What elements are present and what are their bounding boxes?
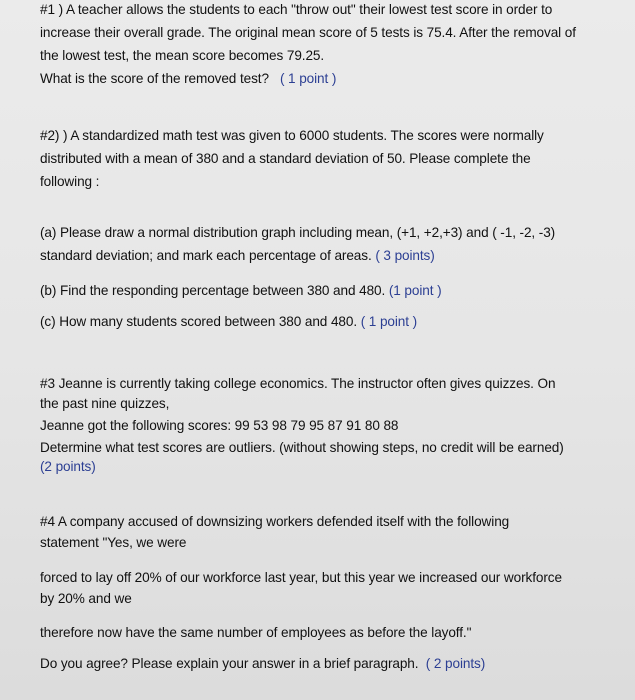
q2-part-b-points: (1 point ): [388, 283, 442, 298]
q4-line-1: #4 A company accused of downsizing workers defended itself with the following: [40, 514, 510, 529]
q4-line-2: statement "Yes, we were: [40, 535, 187, 550]
q2-line-2: distributed with a mean of 380 and a standard deviation of 50. Please complete the: [40, 151, 531, 166]
q2-part-b: [40, 283, 442, 299]
q1-line-2: increase their overall grade. The original mean score of 5 tests is 75.4. After the removal of: [40, 25, 576, 40]
q1-line-4: [40, 71, 336, 87]
q2-part-c-text: (c) How many students scored between 380 and 480.: [40, 314, 358, 329]
q2-line-1: #2) ) A standardized math test was given to 6000 students. The scores were normally: [40, 128, 544, 143]
q4-points: ( 2 points): [425, 656, 486, 671]
q1-line-3: the lowest test, the mean score becomes 79.25.: [40, 48, 325, 63]
q1-question-text: What is the score of the removed test?: [40, 71, 269, 86]
q4-question-text: Do you agree? Please explain your answer in a brief paragraph.: [40, 656, 419, 671]
q4-line-6: [40, 656, 485, 672]
q4-line-5: therefore now have the same number of employees as before the layoff.": [40, 625, 472, 640]
q2-part-c-points: ( 1 point ): [360, 314, 418, 329]
q2-part-a-line-2: [40, 248, 435, 264]
q1-line-1: #1 ) A teacher allows the students to each "throw out" their lowest test score in order to: [40, 2, 553, 17]
q2-part-a-points: ( 3 points): [375, 248, 435, 263]
q1-points: ( 1 point ): [279, 71, 337, 86]
q4-line-3: forced to lay off 20% of our workforce last year, but this year we increased our workforce: [40, 570, 562, 585]
q3-scores-line: Jeanne got the following scores: 99 53 98 79 95 87 91 80 88: [40, 418, 399, 433]
q3-line-1: #3 Jeanne is currently taking college economics. The instructor often gives quizzes. On: [40, 376, 556, 391]
q4-line-4: by 20% and we: [40, 591, 132, 606]
q2-part-c: [40, 314, 417, 330]
q3-line-2: the past nine quizzes,: [40, 396, 170, 411]
q2-part-a-line-1: (a) Please draw a normal distribution graph including mean, (+1, +2,+3) and ( -1, -2, -3): [40, 225, 556, 240]
q2-part-b-text: (b) Find the responding percentage between 380 and 480.: [40, 283, 386, 298]
q2-part-a-text: standard deviation; and mark each percentage of areas.: [40, 248, 372, 263]
q3-line-4: Determine what test scores are outliers. (without showing steps, no credit will be earned): [40, 440, 564, 455]
q3-points: (2 points): [40, 459, 96, 474]
q2-line-3: following :: [40, 174, 100, 189]
